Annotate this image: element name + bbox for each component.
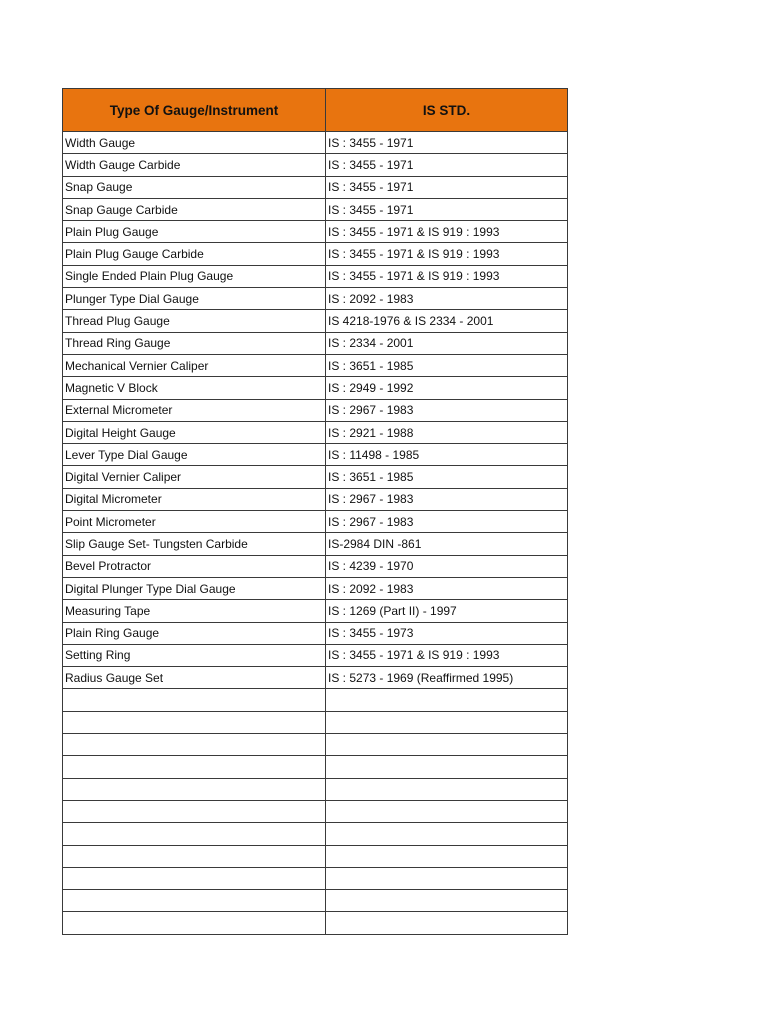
is-std-cell: IS : 2921 - 1988 xyxy=(326,421,568,443)
table-row xyxy=(63,444,568,466)
table-row xyxy=(63,466,568,488)
is-std-cell xyxy=(326,890,568,912)
is-std-cell: IS : 11498 - 1985 xyxy=(326,444,568,466)
gauge-type-cell: Plain Plug Gauge xyxy=(63,221,326,243)
gauge-standards-table xyxy=(62,88,568,935)
table-row xyxy=(63,845,568,867)
gauge-type-cell: Lever Type Dial Gauge xyxy=(63,444,326,466)
header-row xyxy=(63,89,568,132)
table-row xyxy=(63,265,568,287)
is-std-cell: IS : 5273 - 1969 (Reaffirmed 1995) xyxy=(326,667,568,689)
table-header xyxy=(63,89,568,132)
is-std-cell xyxy=(326,756,568,778)
table-row xyxy=(63,644,568,666)
is-std-cell: IS : 2967 - 1983 xyxy=(326,488,568,510)
is-std-cell xyxy=(326,845,568,867)
table-row xyxy=(63,890,568,912)
gauge-type-cell: Measuring Tape xyxy=(63,600,326,622)
table-row xyxy=(63,533,568,555)
gauge-type-cell xyxy=(63,734,326,756)
header-type-of-gauge: Type Of Gauge/Instrument xyxy=(63,89,326,132)
is-std-cell: IS : 3455 - 1973 xyxy=(326,622,568,644)
table-row xyxy=(63,488,568,510)
is-std-cell xyxy=(326,711,568,733)
table-row xyxy=(63,823,568,845)
table-row xyxy=(63,221,568,243)
is-std-cell xyxy=(326,689,568,711)
gauge-type-cell: Plain Plug Gauge Carbide xyxy=(63,243,326,265)
gauge-type-cell: Point Micrometer xyxy=(63,511,326,533)
table-row xyxy=(63,399,568,421)
gauge-type-cell xyxy=(63,845,326,867)
gauge-type-cell: Digital Micrometer xyxy=(63,488,326,510)
gauge-type-cell: Single Ended Plain Plug Gauge xyxy=(63,265,326,287)
gauge-type-cell: Setting Ring xyxy=(63,644,326,666)
table-row xyxy=(63,912,568,934)
gauge-type-cell: Magnetic V Block xyxy=(63,377,326,399)
is-std-cell: IS : 2967 - 1983 xyxy=(326,511,568,533)
gauge-type-cell: Slip Gauge Set- Tungsten Carbide xyxy=(63,533,326,555)
is-std-cell: IS 4218-1976 & IS 2334 - 2001 xyxy=(326,310,568,332)
table-row xyxy=(63,555,568,577)
is-std-cell: IS : 3651 - 1985 xyxy=(326,466,568,488)
table-row xyxy=(63,176,568,198)
is-std-cell xyxy=(326,823,568,845)
gauge-type-cell xyxy=(63,778,326,800)
gauge-type-cell: Width Gauge xyxy=(63,132,326,154)
table-row xyxy=(63,132,568,154)
table-row xyxy=(63,154,568,176)
is-std-cell: IS : 3455 - 1971 xyxy=(326,132,568,154)
table-row xyxy=(63,734,568,756)
is-std-cell: IS : 2967 - 1983 xyxy=(326,399,568,421)
table-row xyxy=(63,711,568,733)
table-row xyxy=(63,288,568,310)
table-row xyxy=(63,511,568,533)
gauge-type-cell: Snap Gauge Carbide xyxy=(63,198,326,220)
table-row xyxy=(63,867,568,889)
table-row xyxy=(63,354,568,376)
table-row xyxy=(63,778,568,800)
gauge-type-cell: Mechanical Vernier Caliper xyxy=(63,354,326,376)
table-row xyxy=(63,421,568,443)
table-row xyxy=(63,800,568,822)
is-std-cell: IS : 3455 - 1971 & IS 919 : 1993 xyxy=(326,265,568,287)
table-row xyxy=(63,600,568,622)
gauge-type-cell xyxy=(63,823,326,845)
is-std-cell: IS : 3455 - 1971 & IS 919 : 1993 xyxy=(326,644,568,666)
is-std-cell xyxy=(326,912,568,934)
gauge-type-cell: Thread Ring Gauge xyxy=(63,332,326,354)
table-row xyxy=(63,667,568,689)
gauge-type-cell xyxy=(63,689,326,711)
gauge-type-cell: Digital Height Gauge xyxy=(63,421,326,443)
is-std-cell: IS : 3455 - 1971 xyxy=(326,198,568,220)
is-std-cell: IS-2984 DIN -861 xyxy=(326,533,568,555)
table-row xyxy=(63,622,568,644)
is-std-cell xyxy=(326,867,568,889)
gauge-type-cell: Snap Gauge xyxy=(63,176,326,198)
is-std-cell xyxy=(326,778,568,800)
gauge-type-cell: Digital Plunger Type Dial Gauge xyxy=(63,577,326,599)
is-std-cell: IS : 3455 - 1971 xyxy=(326,176,568,198)
is-std-cell: IS : 2334 - 2001 xyxy=(326,332,568,354)
gauge-type-cell: Plain Ring Gauge xyxy=(63,622,326,644)
is-std-cell: IS : 4239 - 1970 xyxy=(326,555,568,577)
is-std-cell: IS : 2092 - 1983 xyxy=(326,577,568,599)
is-std-cell: IS : 3455 - 1971 xyxy=(326,154,568,176)
gauge-type-cell xyxy=(63,800,326,822)
gauge-type-cell xyxy=(63,867,326,889)
table-row xyxy=(63,689,568,711)
header-is-std: IS STD. xyxy=(326,89,568,132)
table-row xyxy=(63,310,568,332)
gauge-type-cell: Bevel Protractor xyxy=(63,555,326,577)
gauge-type-cell: Width Gauge Carbide xyxy=(63,154,326,176)
gauge-type-cell: Plunger Type Dial Gauge xyxy=(63,288,326,310)
is-std-cell: IS : 3455 - 1971 & IS 919 : 1993 xyxy=(326,221,568,243)
is-std-cell: IS : 3455 - 1971 & IS 919 : 1993 xyxy=(326,243,568,265)
table-row xyxy=(63,377,568,399)
table-row xyxy=(63,198,568,220)
gauge-type-cell: External Micrometer xyxy=(63,399,326,421)
gauge-type-cell: Digital Vernier Caliper xyxy=(63,466,326,488)
table-row xyxy=(63,756,568,778)
gauge-type-cell xyxy=(63,756,326,778)
table-row xyxy=(63,243,568,265)
is-std-cell xyxy=(326,800,568,822)
gauge-type-cell xyxy=(63,711,326,733)
gauge-type-cell: Radius Gauge Set xyxy=(63,667,326,689)
table-body xyxy=(63,132,568,935)
table-row xyxy=(63,332,568,354)
gauge-type-cell xyxy=(63,890,326,912)
is-std-cell: IS : 2092 - 1983 xyxy=(326,288,568,310)
gauge-type-cell: Thread Plug Gauge xyxy=(63,310,326,332)
is-std-cell: IS : 1269 (Part II) - 1997 xyxy=(326,600,568,622)
gauge-type-cell xyxy=(63,912,326,934)
is-std-cell: IS : 2949 - 1992 xyxy=(326,377,568,399)
is-std-cell: IS : 3651 - 1985 xyxy=(326,354,568,376)
table-row xyxy=(63,577,568,599)
is-std-cell xyxy=(326,734,568,756)
